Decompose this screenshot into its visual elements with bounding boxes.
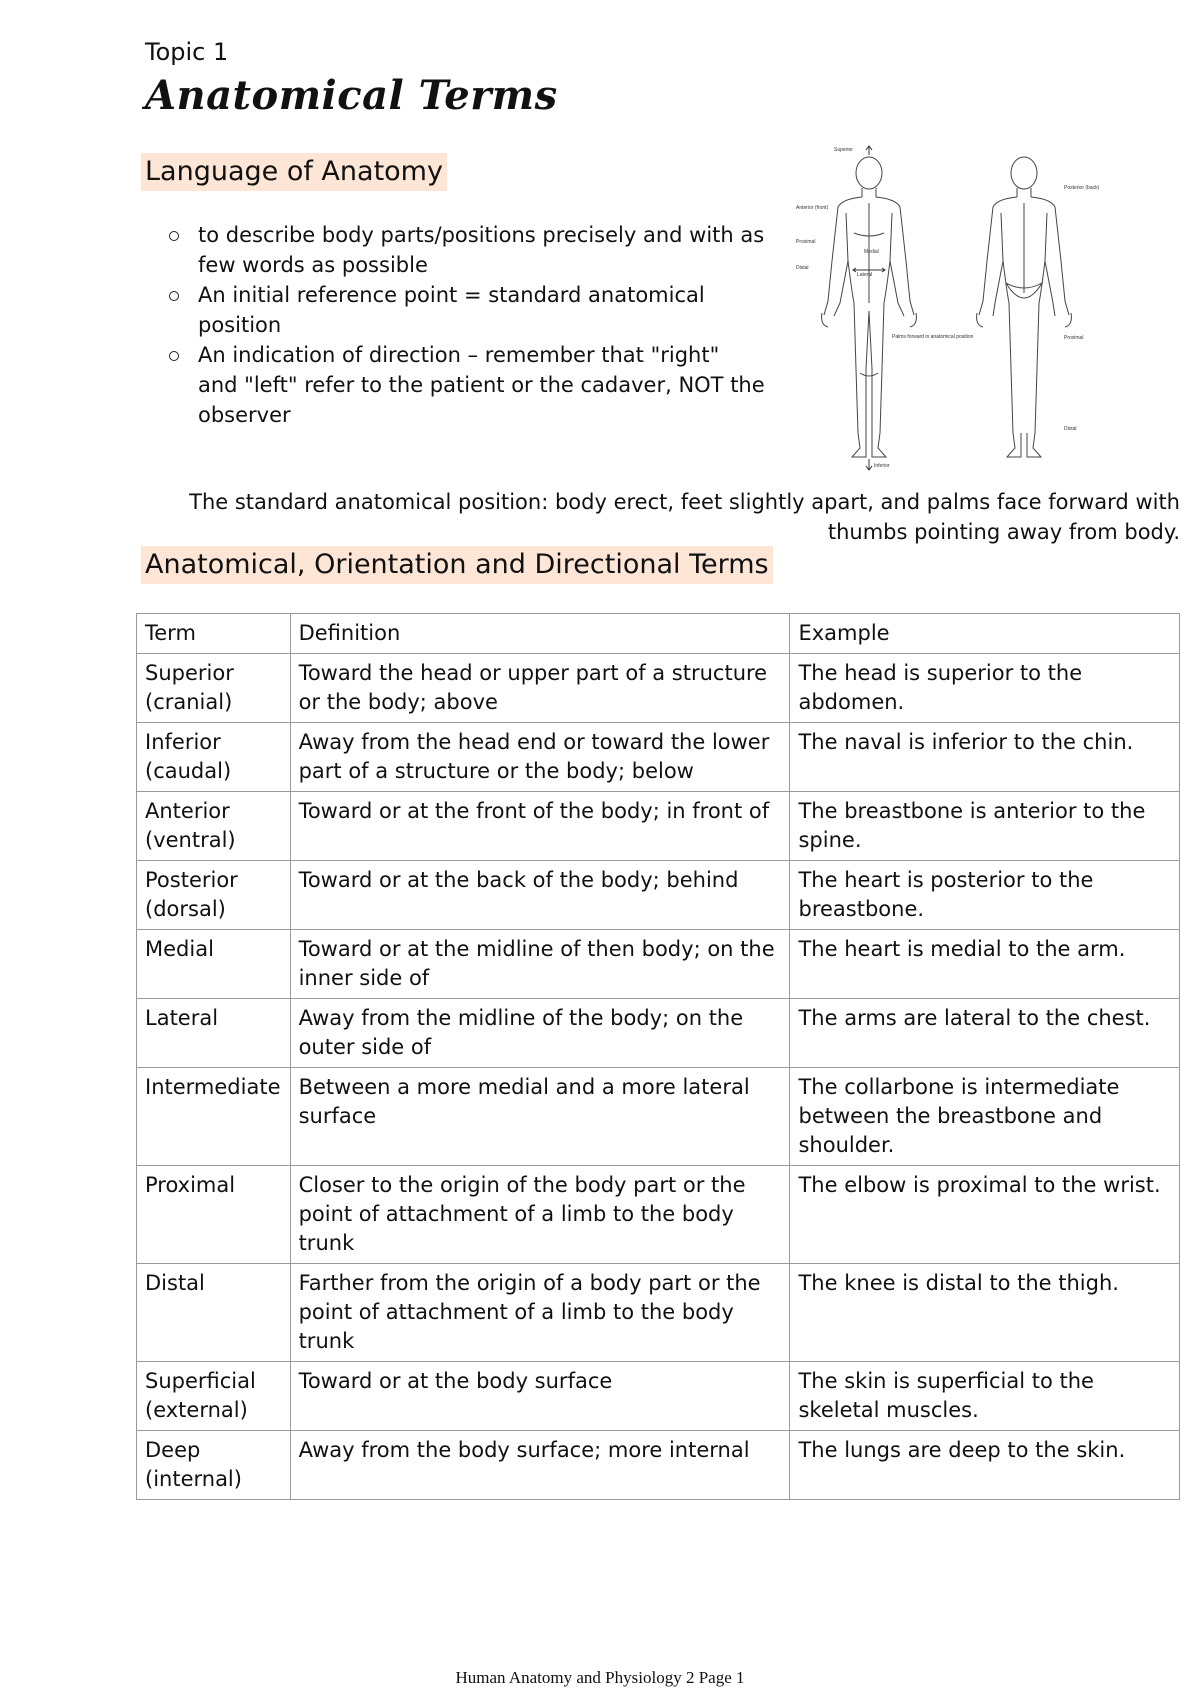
label-anterior: Anterior (front) <box>796 205 829 211</box>
table-row <box>137 723 1180 792</box>
term-cell <box>137 654 291 723</box>
label-distal-right: Distal <box>1064 426 1077 432</box>
definition-cell <box>290 1264 790 1362</box>
circle-bullet-icon <box>169 351 179 361</box>
term-cell-line: (ventral) <box>145 828 236 852</box>
table-row <box>137 654 1180 723</box>
term-cell <box>137 1264 291 1362</box>
label-distal-left: Distal <box>796 265 809 271</box>
term-cell <box>137 723 291 792</box>
table-row <box>137 792 1180 861</box>
definition-cell-line: trunk <box>298 1231 355 1255</box>
term-cell-line: (internal) <box>145 1467 242 1491</box>
example-cell <box>790 1166 1180 1264</box>
term-cell-line: Intermediate <box>145 1075 281 1099</box>
caption-line-2: thumbs pointing away from body. <box>827 520 1180 544</box>
terms-table <box>136 613 1180 1500</box>
definition-cell-line: point of attachment of a limb to the body <box>298 1300 734 1324</box>
definition-cell-line: Toward the head or upper part of a structure <box>298 661 768 685</box>
label-proximal-left: Proximal <box>796 239 816 245</box>
definition-cell-line: Between a more medial and a more lateral <box>298 1075 750 1099</box>
term-cell-line: Lateral <box>145 1006 219 1030</box>
label-posterior: Posterior (back) <box>1064 185 1100 191</box>
bullet-list <box>165 220 765 430</box>
definition-cell-line: Away from the body surface; more internal <box>298 1438 750 1462</box>
back-body-figure <box>977 157 1072 457</box>
example-cell <box>790 930 1180 999</box>
example-cell-line: The heart is posterior to the <box>798 868 1094 892</box>
example-cell-line: The breastbone is anterior to the <box>798 799 1146 823</box>
term-cell-line: Medial <box>145 937 214 961</box>
table-row <box>137 1166 1180 1264</box>
table-row <box>137 1068 1180 1166</box>
example-cell-line: skeletal muscles. <box>798 1398 979 1422</box>
table-header-row <box>137 614 1180 654</box>
definition-cell <box>290 861 790 930</box>
term-cell <box>137 792 291 861</box>
term-cell-line: Distal <box>145 1271 205 1295</box>
caption-line-1: The standard anatomical position: body erect, feet slightly apart, and palms face forward with <box>189 490 1180 514</box>
definition-cell-line: Closer to the origin of the body part or the <box>298 1173 746 1197</box>
term-cell <box>137 1431 291 1500</box>
front-body-figure <box>822 157 917 457</box>
list-item <box>165 220 765 280</box>
page-title: Anatomical Terms <box>145 72 558 119</box>
example-cell <box>790 1068 1180 1166</box>
example-cell <box>790 654 1180 723</box>
table-row <box>137 1264 1180 1362</box>
table-row <box>137 1362 1180 1431</box>
definition-cell-line: part of a structure or the body; below <box>298 759 694 783</box>
circle-bullet-icon <box>169 291 179 301</box>
definition-cell-line: or the body; above <box>298 690 498 714</box>
term-cell <box>137 1166 291 1264</box>
definition-cell-line: inner side of <box>298 966 430 990</box>
definition-cell <box>290 999 790 1068</box>
example-cell-line: The knee is distal to the thigh. <box>798 1271 1119 1295</box>
definition-cell <box>290 930 790 999</box>
example-cell <box>790 723 1180 792</box>
example-cell-line: The skin is superficial to the <box>798 1369 1094 1393</box>
list-item-text: An indication of direction – remember that "right" and "left" refer to the patient or the cadaver, NOT the observer <box>198 343 765 427</box>
example-cell-line: The head is superior to the <box>798 661 1083 685</box>
definition-cell <box>290 1068 790 1166</box>
example-cell-line: The lungs are deep to the skin. <box>798 1438 1126 1462</box>
terms-table-body <box>137 654 1180 1500</box>
list-item <box>165 280 765 340</box>
circle-bullet-icon <box>169 231 179 241</box>
list-item-text: to describe body parts/positions precisely and with as few words as possible <box>198 223 765 277</box>
example-cell-line: breastbone. <box>798 897 925 921</box>
definition-cell <box>290 654 790 723</box>
term-cell <box>137 1068 291 1166</box>
label-superior: Superior <box>834 147 853 153</box>
definition-cell-line: Toward or at the back of the body; behind <box>298 868 739 892</box>
definition-cell-line: outer side of <box>298 1035 432 1059</box>
list-item-text: An initial reference point = standard anatomical position <box>198 283 705 337</box>
example-cell-line: The collarbone is intermediate <box>798 1075 1120 1099</box>
term-cell-line: Anterior <box>145 799 230 823</box>
term-cell-line: Deep <box>145 1438 201 1462</box>
definition-cell-line: Toward or at the body surface <box>298 1369 613 1393</box>
term-cell <box>137 1362 291 1431</box>
term-cell-line: (cranial) <box>145 690 233 714</box>
definition-cell <box>290 1166 790 1264</box>
term-cell <box>137 999 291 1068</box>
list-item <box>165 340 765 430</box>
example-cell <box>790 999 1180 1068</box>
term-cell-line: Superior <box>145 661 234 685</box>
example-cell-line: The naval is inferior to the chin. <box>798 730 1134 754</box>
section-heading-language: Language of Anatomy <box>141 153 447 191</box>
term-cell-line: (dorsal) <box>145 897 226 921</box>
anatomical-position-figure <box>794 143 1114 473</box>
table-row <box>137 861 1180 930</box>
label-inferior: Inferior <box>874 463 890 469</box>
definition-cell-line: trunk <box>298 1329 355 1353</box>
example-cell <box>790 792 1180 861</box>
figure-caption <box>160 487 1180 547</box>
example-cell <box>790 1362 1180 1431</box>
term-cell-line: Posterior <box>145 868 238 892</box>
definition-cell-line: point of attachment of a limb to the body <box>298 1202 734 1226</box>
definition-cell <box>290 1362 790 1431</box>
term-cell-line: Proximal <box>145 1173 236 1197</box>
term-cell-line: Superficial <box>145 1369 256 1393</box>
table-row <box>137 930 1180 999</box>
column-header-example: Example <box>790 614 1180 654</box>
topic-label: Topic 1 <box>145 38 229 66</box>
column-header-definition: Definition <box>290 614 790 654</box>
term-cell-line: (external) <box>145 1398 248 1422</box>
example-cell <box>790 1264 1180 1362</box>
example-cell-line: between the breastbone and <box>798 1104 1103 1128</box>
example-cell-line: spine. <box>798 828 862 852</box>
label-proximal-right: Proximal <box>1064 335 1084 341</box>
column-header-term: Term <box>137 614 291 654</box>
definition-cell <box>290 792 790 861</box>
example-cell <box>790 1431 1180 1500</box>
definition-cell-line: Farther from the origin of a body part or the <box>298 1271 761 1295</box>
definition-cell <box>290 1431 790 1500</box>
definition-cell-line: Away from the head end or toward the lower <box>298 730 770 754</box>
label-medial: Medial <box>864 249 879 255</box>
label-lateral: Lateral <box>857 272 873 278</box>
term-cell <box>137 930 291 999</box>
label-palms: Palms forward in anatomical position <box>892 334 974 340</box>
example-cell-line: The elbow is proximal to the wrist. <box>798 1173 1161 1197</box>
definition-cell-line: Toward or at the front of the body; in front of <box>298 799 770 823</box>
definition-cell <box>290 723 790 792</box>
section-heading-terms: Anatomical, Orientation and Directional Terms <box>141 546 773 584</box>
example-cell-line: The heart is medial to the arm. <box>798 937 1126 961</box>
example-cell <box>790 861 1180 930</box>
term-cell-line: Inferior <box>145 730 221 754</box>
example-cell-line: shoulder. <box>798 1133 895 1157</box>
definition-cell-line: Toward or at the midline of then body; on the <box>298 937 775 961</box>
term-cell <box>137 861 291 930</box>
term-cell-line: (caudal) <box>145 759 232 783</box>
table-row <box>137 999 1180 1068</box>
definition-cell-line: Away from the midline of the body; on the <box>298 1006 744 1030</box>
table-row <box>137 1431 1180 1500</box>
definition-cell-line: surface <box>298 1104 377 1128</box>
example-cell-line: abdomen. <box>798 690 905 714</box>
example-cell-line: The arms are lateral to the chest. <box>798 1006 1151 1030</box>
page-footer: Human Anatomy and Physiology 2 Page 1 <box>455 1668 745 1687</box>
